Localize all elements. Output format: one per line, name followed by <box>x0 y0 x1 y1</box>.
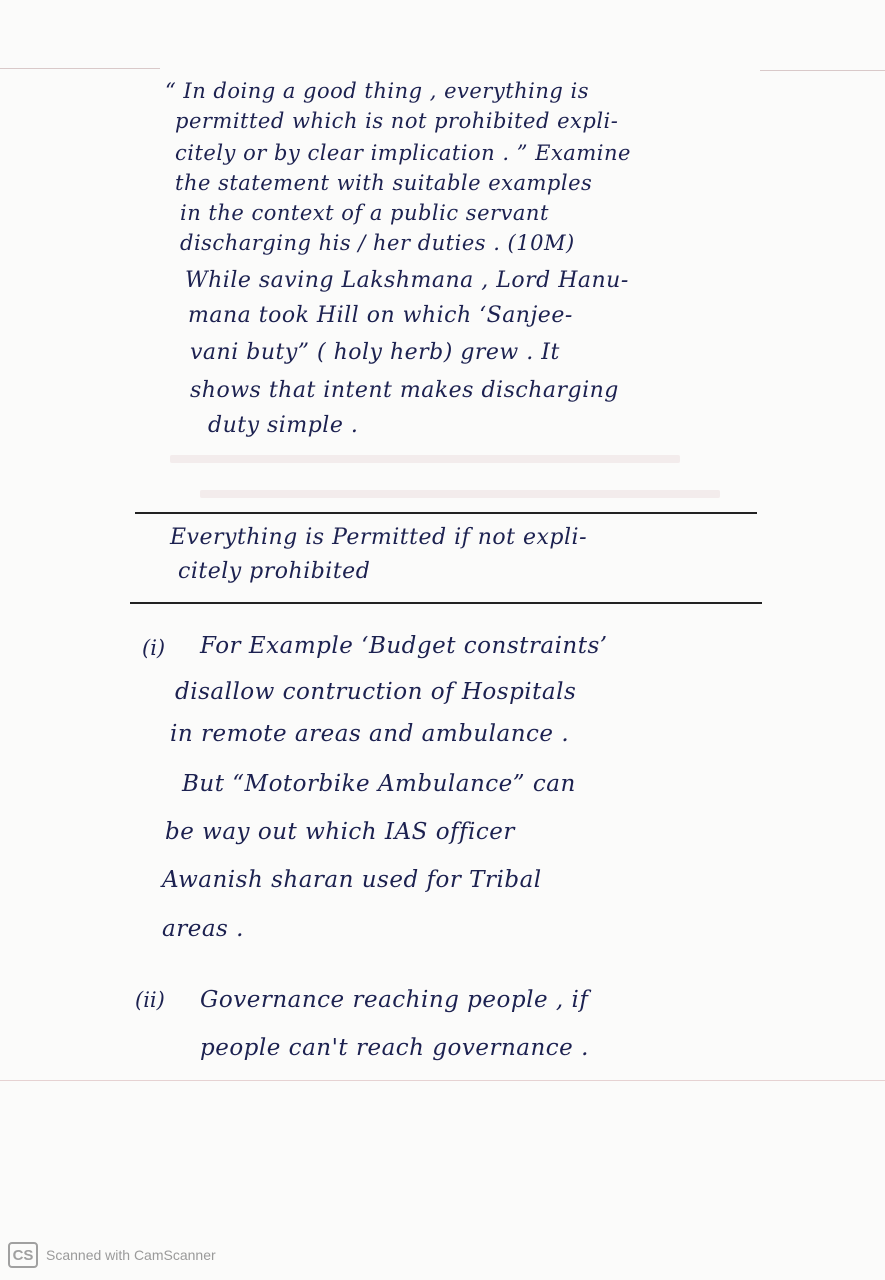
intro-line-5: duty simple . <box>208 413 359 438</box>
camscanner-logo-icon: CS <box>8 1242 38 1268</box>
question-line-4: the statement with suitable examples <box>175 171 593 195</box>
boxed-statement-line-1: Everything is Permitted if not expli- <box>170 525 588 550</box>
point-1-line-7: areas . <box>162 916 244 942</box>
intro-line-4: shows that intent makes discharging <box>190 378 619 403</box>
camscanner-text: Scanned with CamScanner <box>46 1247 216 1263</box>
boxed-statement-line-2: citely prohibited <box>178 559 371 584</box>
question-line-5: in the context of a public servant <box>180 201 549 225</box>
question-line-6: discharging his / her duties . (10M) <box>180 231 575 255</box>
intro-line-1: While saving Lakshmana , Lord Hanu- <box>185 268 629 293</box>
page-rule-top-right <box>760 70 885 71</box>
point-1-number: (i) <box>142 636 166 660</box>
point-2-line-1: Governance reaching people , if <box>200 987 589 1013</box>
box-rule-top <box>135 512 757 514</box>
page-rule-bottom <box>0 1080 885 1081</box>
question-line-1: “ In doing a good thing , everything is <box>165 79 590 103</box>
page-rule-top <box>0 68 160 69</box>
point-1-line-1: For Example ‘Budget constraints’ <box>200 633 608 659</box>
point-1-line-2: disallow contruction of Hospitals <box>175 679 577 705</box>
box-rule-bottom <box>130 602 762 604</box>
intro-line-2: mana took Hill on which ‘Sanjee- <box>188 303 573 328</box>
question-line-3: citely or by clear implication . ” Examine <box>175 141 631 165</box>
scan-smudge <box>170 455 680 463</box>
intro-line-3: vani buty” ( holy herb) grew . It <box>190 340 560 365</box>
point-1-line-6: Awanish sharan used for Tribal <box>162 867 542 893</box>
point-1-line-4: But “Motorbike Ambulance” can <box>182 771 576 797</box>
point-2-number: (ii) <box>135 988 165 1012</box>
point-1-line-5: be way out which IAS officer <box>165 819 515 845</box>
point-2-line-2: people can't reach governance . <box>200 1035 589 1061</box>
camscanner-watermark <box>8 1242 216 1268</box>
point-1-line-3: in remote areas and ambulance . <box>170 721 570 747</box>
scan-smudge <box>200 490 720 498</box>
question-line-2: permitted which is not prohibited expli- <box>175 109 619 133</box>
